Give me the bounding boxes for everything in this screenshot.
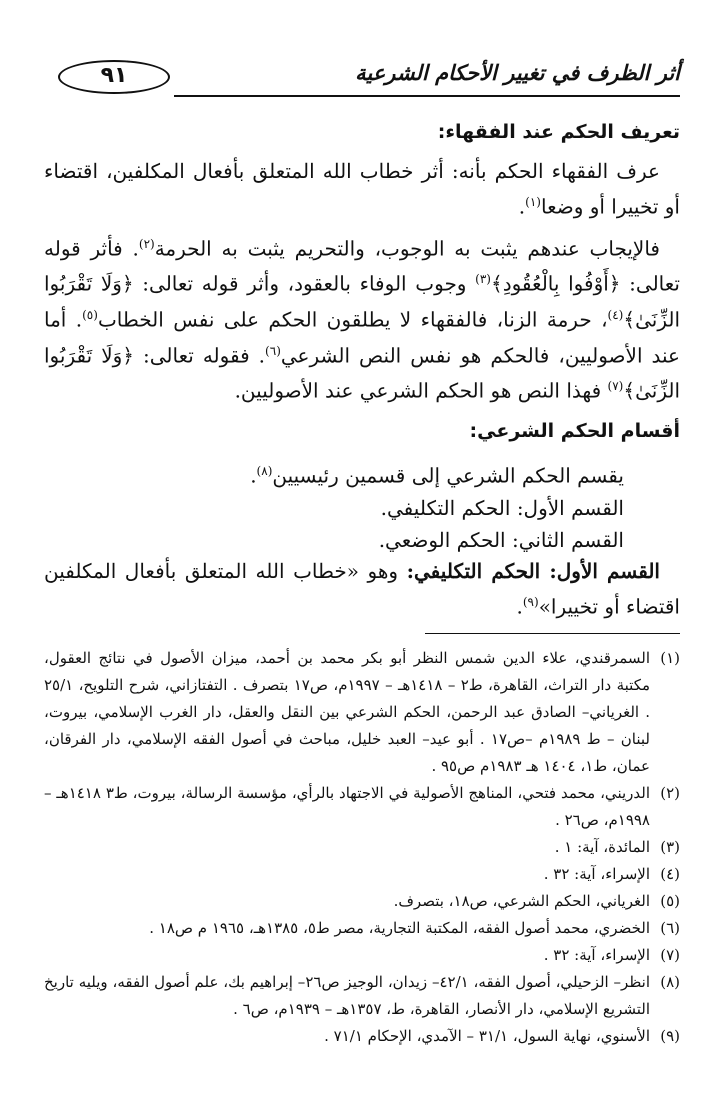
footnote-text: الإسراء، آية: ٣٢ . bbox=[543, 946, 650, 964]
header-rule bbox=[174, 95, 680, 97]
paragraph-text: ، حرمة الزنا، فالفقهاء لا يطلقون الحكم على نفس الخطاب bbox=[97, 307, 608, 332]
footnote-item bbox=[44, 915, 680, 942]
footnote-number: (٧) bbox=[660, 946, 680, 964]
paragraph-definition: عرف الفقهاء الحكم بأنه: أثر خطاب الله المتعلق بأفعال المكلفين، اقتضاء أو تخييرا أو وضعا$^{(١)}$. bbox=[44, 159, 680, 219]
footnote-number: (٣) bbox=[660, 838, 680, 856]
paragraph-taklifi: القسم الأول: الحكم التكليفي: وهو «خطاب الله المتعلق بأفعال المكلفين اقتضاء أو تخييرا»$^{(٩)}$. bbox=[44, 558, 680, 619]
footnotes bbox=[44, 645, 680, 1050]
paragraph-effects bbox=[44, 229, 680, 407]
divisions-intro: يقسم الحكم الشرعي إلى قسمين رئيسيين$^{(٨)}$. bbox=[250, 463, 624, 488]
page-body bbox=[44, 108, 680, 622]
footnote-ref: (٦) bbox=[265, 343, 281, 358]
footnote-text: الإسراء، آية: ٣٢ . bbox=[543, 865, 650, 883]
term-heading: القسم الأول: الحكم التكليفي: bbox=[406, 558, 660, 583]
division-item-2: القسم الثاني: الحكم الوضعي. bbox=[378, 527, 624, 552]
footnote-number: (٦) bbox=[660, 919, 680, 937]
running-title: أثر الظرف في تغيير الأحكام الشرعية bbox=[355, 60, 680, 85]
footnote-text: الدريني، محمد فتحي، المناهج الأصولية في الاجتهاد بالرأي، مؤسسة الرسالة، بيروت، ط٣ ١٤١٨هـ – ١٩٩٨م، ص٢٦ . bbox=[44, 784, 650, 829]
footnote-item bbox=[44, 645, 680, 780]
paragraph-text: . أما عند الأصوليين، فالحكم هو نفس النص الشرعي bbox=[44, 307, 680, 368]
footnote-item bbox=[44, 969, 680, 1023]
footnote-item bbox=[44, 780, 680, 834]
footnote-number: (٩) bbox=[660, 1027, 680, 1045]
page-number: ٩١ bbox=[58, 60, 170, 94]
footnote-number: (١) bbox=[660, 649, 680, 667]
paragraph-text: عرف الفقهاء الحكم بأنه: أثر خطاب الله المتعلق بأفعال المكلفين، اقتضاء أو تخييرا أو وضعا bbox=[44, 159, 680, 219]
paragraph-text: وهو «خطاب الله المتعلق بأفعال المكلفين اقتضاء أو تخييرا» bbox=[44, 558, 680, 619]
footnote-ref: (٤) bbox=[607, 307, 624, 322]
footnote-ref: (٢) bbox=[138, 236, 155, 251]
division-item-1: القسم الأول: الحكم التكليفي. bbox=[380, 495, 624, 520]
footnote-number: (٨) bbox=[660, 973, 680, 991]
paragraph-text: . فأثر قوله تعالى: ﴿أَوْفُوا بِالْعُقُودِ﴾ bbox=[44, 236, 680, 296]
footnote-separator bbox=[425, 633, 680, 634]
footnote-number: (٢) bbox=[660, 784, 680, 802]
paragraph-text: فالإيجاب عندهم يثبت به الوجوب، والتحريم يثبت به الحرمة bbox=[154, 236, 660, 261]
footnote-item bbox=[44, 942, 680, 969]
section-heading-definition: تعريف الحكم عند الفقهاء: bbox=[437, 121, 680, 143]
section-heading-divisions: أقسام الحكم الشرعي: bbox=[469, 419, 680, 442]
footnote-ref: (٨) bbox=[256, 463, 273, 478]
footnote-number: (٥) bbox=[660, 892, 680, 910]
footnote-item bbox=[44, 888, 680, 915]
footnote-ref: (٧) bbox=[607, 379, 624, 394]
footnote-text: السمرقندي، علاء الدين شمس النظر أبو بكر محمد بن أحمد، ميزان الأصول في نتائج العقول، مكتبة دار التراث، القاهرة، ط٢ – ١٤١٨هـ – ١٩٩٧م، ص١٧ بتصرف . التفتازاني، شرح التلويح، ٢٥/١ . الغرياني– الصادق عبد الرحمن، الحكم الشرعي بين النقل والعقل، دار الغرب الإسلامي، بيروت، لبنان – ط ١٩٨٩م –ص١٧ . أبو عيد– العبد خليل، مباحث في أصول الفقه الإسلامي، دار الفرقان، عمان، ط١، ١٤٠٤ هـ ١٩٨٣م ص٩٥ . bbox=[44, 649, 651, 775]
footnote-text: الأسنوي، نهاية السول، ٣١/١ – الآمدي، الإحكام ٧١/١ . bbox=[324, 1027, 650, 1045]
footnote-text: الغرياني، الحكم الشرعي، ص١٨، بتصرف. bbox=[393, 892, 650, 910]
footnote-text: المائدة، آية: ١ . bbox=[554, 838, 650, 856]
footnote-ref: (٣) bbox=[475, 272, 491, 287]
page-header bbox=[44, 54, 680, 98]
footnote-item bbox=[44, 861, 680, 888]
paragraph-text: وجوب الوفاء بالعقود، وأثر قوله تعالى: ﴿وَلَا تَقْرَبُوا الزِّنَىٰ﴾ bbox=[44, 271, 680, 332]
footnote-ref: (٩) bbox=[522, 594, 539, 609]
footnote-text: انظر– الزحيلي، أصول الفقه، ٤٢/١– زيدان، الوجيز ص٢٦– إبراهيم بك، علم أصول الفقه، ويليه تاريخ التشريع الإسلامي، دار الأنصار، القاهرة، ط، ١٣٥٧هـ – ١٩٣٩م، ص٦ . bbox=[44, 973, 650, 1018]
footnote-text: الخضري، محمد أصول الفقه، المكتبة التجارية، مصر ط٥، ١٣٨٥هـ، ١٩٦٥ م ص١٨ . bbox=[149, 919, 650, 937]
paragraph-text: . فقوله تعالى: ﴿وَلَا تَقْرَبُوا الزِّنَىٰ﴾ bbox=[44, 343, 680, 403]
footnote-ref: (١) bbox=[525, 195, 541, 209]
footnote-item bbox=[44, 1023, 680, 1050]
footnote-ref: (٥) bbox=[82, 307, 98, 322]
paragraph-text: فهذا النص هو الحكم الشرعي عند الأصوليين. bbox=[234, 378, 608, 403]
footnote-item bbox=[44, 834, 680, 861]
footnote-number: (٤) bbox=[660, 865, 680, 883]
